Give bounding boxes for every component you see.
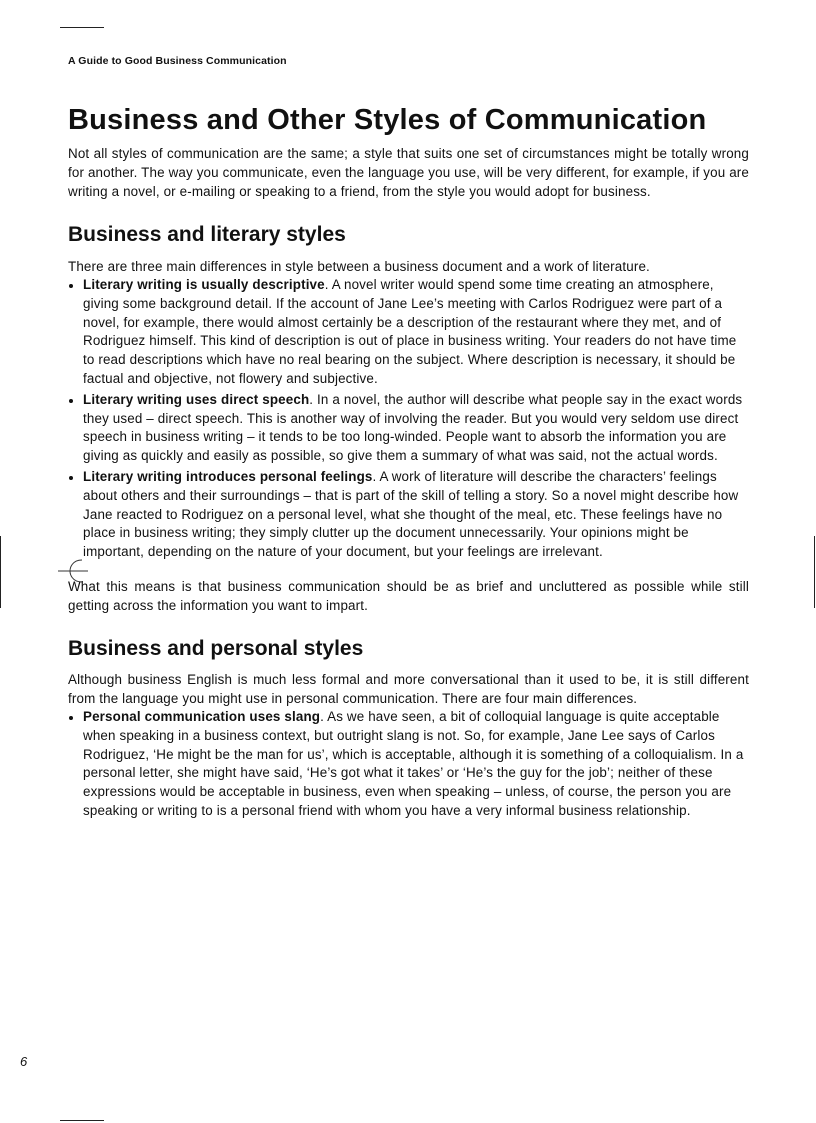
bullet-lead: Personal communication uses slang bbox=[83, 708, 321, 724]
bullet-icon bbox=[69, 476, 73, 480]
bullet-text: . As we have seen, a bit of colloquial language is quite acceptable when speaking in a business context, but outright slang is not. So, for example, Jane Lee says of Carlos Rodriguez, ‘He might be the man for us’, which is acceptable, although it is something of a colloquialism. In a personal letter, she might have said, ‘He’s got what it takes’ or ‘He’s the guy for the job’; neither of these expressions would be acceptable in business, even when speaking – unless, of course, the person you are speaking or writing to is a personal friend with whom you have a very informal business relationship. bbox=[83, 708, 744, 818]
page-title: Business and Other Styles of Communication bbox=[68, 104, 707, 136]
bullet-icon bbox=[69, 716, 73, 720]
crop-mark-left bbox=[0, 536, 1, 608]
section-heading-literary: Business and literary styles bbox=[68, 223, 346, 246]
page-content bbox=[68, 104, 749, 821]
list-item bbox=[68, 468, 749, 562]
bullet-lead: Literary writing introduces personal feelings bbox=[83, 468, 373, 484]
crop-mark-bottom bbox=[60, 1120, 104, 1121]
section-lead-personal: Although business English is much less formal and more conversational than it used to be, it is still different from the language you might use in personal communication. There are four main differences. bbox=[68, 671, 749, 706]
bullet-icon bbox=[69, 284, 73, 288]
section-lead-literary: There are three main differences in style between a business document and a work of literature. bbox=[68, 259, 650, 274]
crop-mark-right bbox=[814, 536, 815, 608]
bullet-text: . In a novel, the author will describe what people say in the exact words they used – direct speech. This is another way of involving the reader. But you would very seldom use direct speech in business writing – it tends to be too long-winded. People want to absorb the information you are giving as quickly and easily as possible, so give them a summary of what was said, not the actual words. bbox=[83, 391, 743, 464]
list-item bbox=[68, 391, 749, 466]
running-head: A Guide to Good Business Communication bbox=[68, 55, 287, 67]
bullet-icon bbox=[69, 399, 73, 403]
bullet-text: . A work of literature will describe the characters’ feelings about others and their surroundings – that is part of the skill of telling a story. So a novel might describe how Jane reacted to Rodriguez on a personal level, what she thought of the meal, etc. These feelings have no place in business writing; they simply clutter up the document unnecessarily. Your opinions might be important, depending on the nature of your document, but your feelings are irrelevant. bbox=[83, 468, 739, 560]
summary-paragraph: What this means is that business communication should be as brief and uncluttered as possible while still getting across the information you want to impart. bbox=[68, 578, 749, 613]
personal-differences-list bbox=[68, 708, 749, 821]
page-number: 6 bbox=[20, 1054, 28, 1069]
bullet-lead: Literary writing is usually descriptive bbox=[83, 277, 325, 292]
section-heading-personal: Business and personal styles bbox=[68, 636, 364, 660]
crop-mark-top bbox=[60, 27, 104, 28]
intro-paragraph: Not all styles of communication are the same; a style that suits one set of circumstances might be totally wrong for another. The way you communicate, even the language you use, will be very different, for example, if you are writing a novel, or e-mailing or speaking to a friend, from the style you would adopt for business. bbox=[68, 146, 750, 199]
bullet-lead: Literary writing uses direct speech bbox=[83, 391, 310, 407]
list-item bbox=[68, 276, 749, 389]
list-item bbox=[68, 708, 749, 821]
literary-differences-list bbox=[68, 276, 749, 562]
bullet-text: . A novel writer would spend some time creating an atmosphere, giving some background detail. If the account of Jane Lee’s meeting with Carlos Rodriguez were part of a novel, for example, there would almost certainly be a description of the restaurant where they met, and of Rodriguez himself. This kind of description is out of place in business writing. Your readers do not have time to read descriptions which have no real bearing on the subject. Where description is necessary, it should be factual and objective, not flowery and subjective. bbox=[83, 277, 737, 386]
